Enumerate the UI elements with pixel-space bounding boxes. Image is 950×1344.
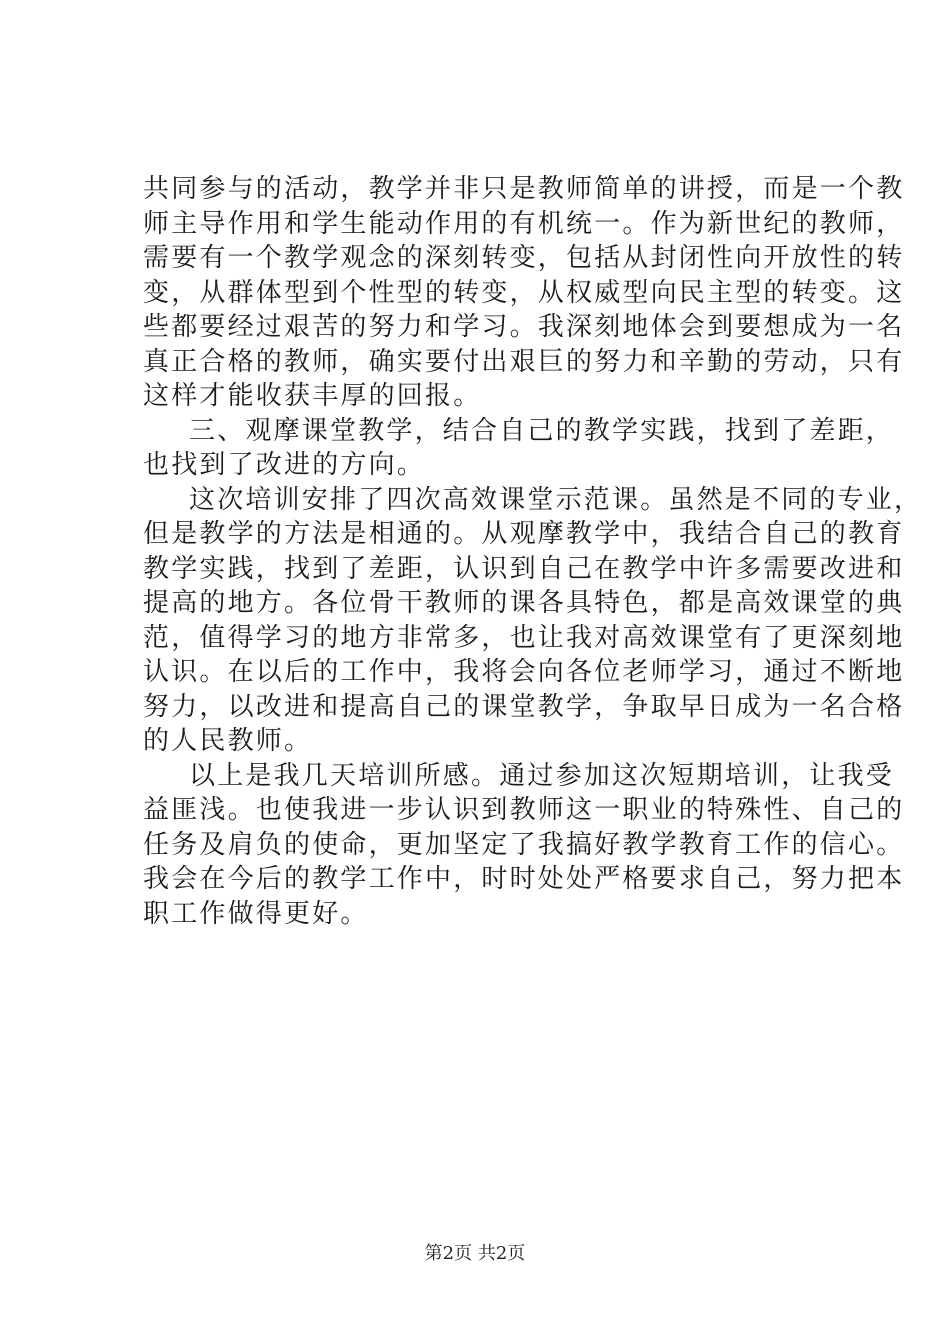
text-line: 努力，以改进和提高自己的课堂教学，争取早日成为一名合格: [143, 691, 905, 722]
section-heading: 三、观摩课堂教学，结合自己的教学实践，找到了差距，: [189, 415, 895, 446]
paragraph-start: 以上是我几天培训所感。通过参加这次短期培训，让我受: [189, 760, 895, 791]
text-line: 任务及肩负的使命，更加坚定了我搞好教学教育工作的信心。: [143, 829, 905, 860]
text-line: 提高的地方。各位骨干教师的课各具特色，都是高效课堂的典: [143, 588, 905, 618]
text-line: 认识。在以后的工作中，我将会向各位老师学习，通过不断地: [143, 657, 905, 687]
text-line: 范，值得学习的地方非常多，也让我对高效课堂有了更深刻地: [143, 622, 905, 653]
text-line: 也找到了改进的方向。: [143, 450, 426, 480]
text-line: 需要有一个教学观念的深刻转变，包括从封闭性向开放性的转: [143, 243, 905, 273]
text-line: 职工作做得更好。: [143, 898, 369, 929]
paragraph-start: 这次培训安排了四次高效课堂示范课。虽然是不同的专业，: [189, 484, 923, 515]
text-line: 益匪浅。也使我进一步认识到教师这一职业的特殊性、自己的: [143, 795, 905, 825]
text-line: 变，从群体型到个性型的转变，从权威型向民主型的转变。这: [143, 277, 905, 308]
document-body: [143, 172, 923, 931]
page-footer: [0, 1242, 950, 1266]
text-line: 些都要经过艰苦的努力和学习。我深刻地体会到要想成为一名: [143, 312, 905, 342]
text-line: 真正合格的教师，确实要付出艰巨的努力和辛勤的劳动，只有: [143, 346, 905, 377]
text-line: 师主导作用和学生能动作用的有机统一。作为新世纪的教师，: [143, 208, 905, 239]
text-line: 我会在今后的教学工作中，时时处处严格要求自己，努力把本: [143, 864, 905, 894]
page-number-label: 第2页 共2页: [424, 1243, 526, 1264]
text-line: 但是教学的方法是相通的。从观摩教学中，我结合自己的教育: [143, 519, 905, 549]
text-line: 这样才能收获丰厚的回报。: [143, 381, 482, 411]
text-line: 共同参与的活动，教学并非只是教师简单的讲授，而是一个教: [143, 174, 905, 204]
text-line: 的人民教师。: [143, 726, 313, 756]
text-line: 教学实践，找到了差距，认识到自己在教学中许多需要改进和: [143, 553, 905, 584]
